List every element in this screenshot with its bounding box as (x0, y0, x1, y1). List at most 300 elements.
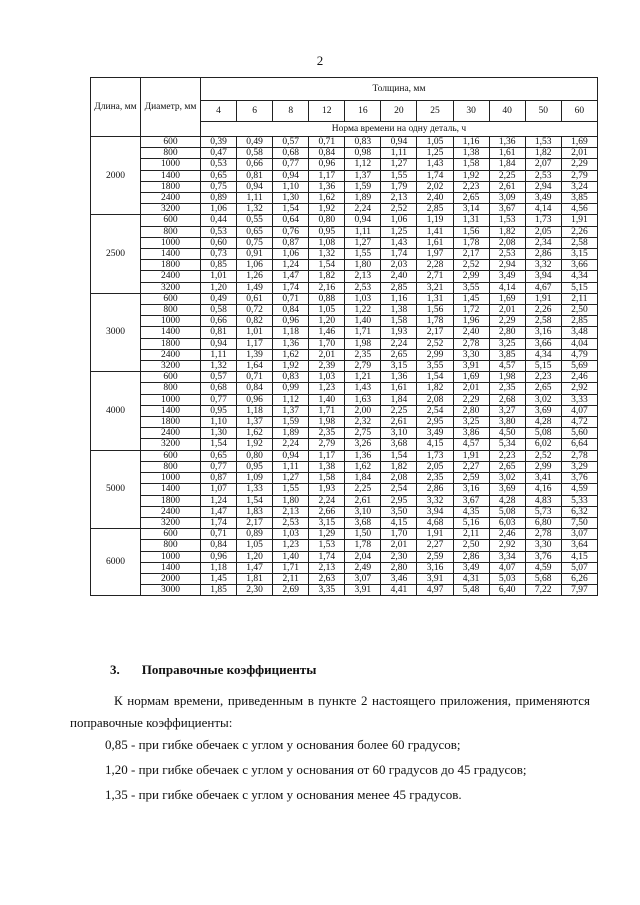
norm-value-cell: 2,92 (561, 383, 597, 394)
norm-value-cell: 1,83 (237, 506, 273, 517)
diameter-cell: 3200 (141, 517, 201, 528)
norm-value-cell: 0,77 (201, 461, 237, 472)
norm-value-cell: 3,09 (489, 193, 525, 204)
norm-value-cell: 1,31 (453, 215, 489, 226)
diameter-cell: 600 (141, 372, 201, 383)
norm-value-cell: 1,98 (309, 417, 345, 428)
table-row (91, 405, 598, 416)
norm-value-cell: 2,03 (381, 260, 417, 271)
norm-value-cell: 1,73 (525, 215, 561, 226)
norm-value-cell: 0,87 (201, 473, 237, 484)
norm-value-cell: 4,68 (417, 517, 453, 528)
norm-value-cell: 2,05 (525, 226, 561, 237)
norm-value-cell: 0,89 (237, 529, 273, 540)
norm-value-cell: 1,10 (201, 417, 237, 428)
norm-value-cell: 2,24 (309, 495, 345, 506)
norm-value-cell: 6,26 (561, 573, 597, 584)
diameter-cell: 600 (141, 137, 201, 148)
norm-value-cell: 0,96 (237, 394, 273, 405)
norm-value-cell: 2,23 (525, 372, 561, 383)
table-row (91, 473, 598, 484)
norm-value-cell: 0,68 (201, 383, 237, 394)
norm-value-cell: 1,11 (201, 349, 237, 360)
norm-value-cell: 2,95 (381, 495, 417, 506)
norm-value-cell: 2,78 (561, 450, 597, 461)
diameter-cell: 3200 (141, 282, 201, 293)
norm-value-cell: 0,49 (237, 137, 273, 148)
norm-value-cell: 1,23 (309, 383, 345, 394)
norm-value-cell: 1,54 (309, 260, 345, 271)
norm-value-cell: 6,03 (489, 517, 525, 528)
norm-value-cell: 3,49 (525, 193, 561, 204)
thickness-value: 8 (273, 101, 309, 122)
norm-value-cell: 2,86 (453, 551, 489, 562)
norm-value-cell: 1,70 (381, 529, 417, 540)
norm-value-cell: 1,74 (309, 551, 345, 562)
norm-value-cell: 4,07 (561, 405, 597, 416)
norm-value-cell: 1,18 (237, 405, 273, 416)
length-cell: 2500 (91, 215, 141, 293)
norm-value-cell: 1,30 (273, 193, 309, 204)
norm-value-cell: 0,57 (273, 137, 309, 148)
norm-value-cell: 1,12 (273, 394, 309, 405)
diameter-cell: 3000 (141, 585, 201, 596)
norm-value-cell: 3,69 (525, 405, 561, 416)
norm-value-cell: 0,53 (201, 226, 237, 237)
norm-value-cell: 1,78 (453, 237, 489, 248)
norm-value-cell: 0,49 (201, 293, 237, 304)
table-row (91, 226, 598, 237)
norm-value-cell: 3,76 (561, 473, 597, 484)
norm-value-cell: 0,77 (273, 159, 309, 170)
norm-value-cell: 2,01 (453, 383, 489, 394)
norm-value-cell: 1,27 (273, 473, 309, 484)
norm-value-cell: 1,11 (381, 148, 417, 159)
norm-value-cell: 1,06 (237, 260, 273, 271)
norm-value-cell: 1,53 (309, 540, 345, 551)
norm-value-cell: 3,25 (489, 338, 525, 349)
norm-value-cell: 2,11 (561, 293, 597, 304)
norm-value-cell: 2,29 (453, 394, 489, 405)
norm-value-cell: 2,65 (381, 349, 417, 360)
norm-value-cell: 3,46 (381, 573, 417, 584)
norm-value-cell: 5,08 (525, 428, 561, 439)
norm-value-cell: 3,49 (417, 428, 453, 439)
norm-value-cell: 1,38 (381, 305, 417, 316)
norm-value-cell: 3,10 (345, 506, 381, 517)
norm-value-cell: 1,55 (381, 170, 417, 181)
norm-value-cell: 1,80 (345, 260, 381, 271)
length-header: Длина, мм (91, 78, 141, 137)
norm-value-cell: 1,59 (345, 181, 381, 192)
norm-value-cell: 1,38 (309, 461, 345, 472)
norm-value-cell: 2,65 (453, 193, 489, 204)
norm-value-cell: 1,53 (489, 215, 525, 226)
norm-value-cell: 1,07 (201, 484, 237, 495)
norm-value-cell: 0,94 (345, 215, 381, 226)
table-row (91, 282, 598, 293)
norm-value-cell: 1,74 (381, 249, 417, 260)
norm-value-cell: 1,72 (453, 305, 489, 316)
diameter-cell: 3200 (141, 361, 201, 372)
thickness-value: 6 (237, 101, 273, 122)
norm-value-cell: 4,50 (489, 428, 525, 439)
norm-value-cell: 2,79 (345, 361, 381, 372)
norm-value-cell: 1,69 (453, 372, 489, 383)
norm-value-cell: 5,69 (561, 361, 597, 372)
norm-value-cell: 0,47 (201, 148, 237, 159)
norm-value-cell: 0,99 (273, 383, 309, 394)
norm-value-cell: 1,22 (345, 305, 381, 316)
thickness-value: 60 (561, 101, 597, 122)
norm-value-cell: 1,17 (309, 450, 345, 461)
norm-value-cell: 2,24 (273, 439, 309, 450)
norm-value-cell: 4,56 (561, 204, 597, 215)
diameter-cell: 600 (141, 450, 201, 461)
norm-value-cell: 2,07 (525, 159, 561, 170)
norm-value-cell: 1,05 (237, 540, 273, 551)
norm-value-cell: 1,37 (345, 170, 381, 181)
norm-value-cell: 1,40 (309, 394, 345, 405)
norm-value-cell: 1,58 (381, 316, 417, 327)
norm-value-cell: 1,36 (345, 450, 381, 461)
norm-value-cell: 1,33 (237, 484, 273, 495)
norm-value-cell: 2,08 (489, 237, 525, 248)
diameter-cell: 1800 (141, 260, 201, 271)
norm-value-cell: 2,23 (453, 181, 489, 192)
norm-value-cell: 1,61 (489, 148, 525, 159)
norm-value-cell: 1,03 (345, 293, 381, 304)
norm-value-cell: 2,54 (417, 405, 453, 416)
diameter-cell: 1000 (141, 551, 201, 562)
thickness-value: 4 (201, 101, 237, 122)
diameter-cell: 1000 (141, 316, 201, 327)
norm-value-cell: 5,34 (489, 439, 525, 450)
norm-value-cell: 1,32 (201, 361, 237, 372)
norm-value-cell: 0,84 (309, 148, 345, 159)
norm-value-cell: 3,67 (489, 204, 525, 215)
diameter-cell: 1800 (141, 338, 201, 349)
norm-value-cell: 1,36 (489, 137, 525, 148)
norm-value-cell: 4,83 (525, 495, 561, 506)
norm-value-cell: 3,02 (489, 473, 525, 484)
diameter-cell: 2400 (141, 271, 201, 282)
norm-value-cell: 2,79 (561, 170, 597, 181)
norm-value-cell: 1,38 (453, 148, 489, 159)
norm-value-cell: 4,15 (381, 517, 417, 528)
norm-value-cell: 5,16 (453, 517, 489, 528)
norm-value-cell: 4,57 (489, 361, 525, 372)
norm-value-cell: 0,60 (201, 237, 237, 248)
thickness-value: 50 (525, 101, 561, 122)
norm-value-cell: 3,55 (417, 361, 453, 372)
diameter-cell: 1000 (141, 237, 201, 248)
norm-value-cell: 3,49 (489, 271, 525, 282)
norm-value-cell: 1,64 (237, 361, 273, 372)
norm-value-cell: 0,72 (237, 305, 273, 316)
page-number: 2 (316, 53, 324, 68)
norm-value-cell: 2,25 (381, 405, 417, 416)
norm-value-cell: 3,86 (453, 428, 489, 439)
diameter-cell: 800 (141, 226, 201, 237)
length-cell: 3000 (91, 293, 141, 371)
norm-value-cell: 0,95 (309, 226, 345, 237)
norm-value-cell: 0,96 (273, 316, 309, 327)
norm-value-cell: 2,04 (345, 551, 381, 562)
norm-value-cell: 1,96 (453, 316, 489, 327)
norm-value-cell: 0,94 (273, 450, 309, 461)
norm-value-cell: 0,96 (201, 551, 237, 562)
diameter-header: Диаметр, мм (141, 78, 201, 137)
norm-value-cell: 0,95 (201, 405, 237, 416)
norm-value-cell: 1,85 (201, 585, 237, 596)
norm-value-cell: 2,01 (489, 305, 525, 316)
norm-value-cell: 1,92 (237, 439, 273, 450)
table-row (91, 327, 598, 338)
norm-value-cell: 3,24 (561, 181, 597, 192)
norm-value-cell: 3,07 (561, 529, 597, 540)
norm-value-cell: 3,48 (561, 327, 597, 338)
table-row (91, 361, 598, 372)
norm-value-cell: 4,59 (561, 484, 597, 495)
norm-value-cell: 0,77 (201, 394, 237, 405)
table-row (91, 484, 598, 495)
norm-value-cell: 2,08 (381, 473, 417, 484)
norm-value-cell: 1,54 (381, 450, 417, 461)
length-cell: 5000 (91, 450, 141, 528)
diameter-cell: 600 (141, 529, 201, 540)
norm-value-cell: 1,47 (273, 271, 309, 282)
norm-value-cell: 1,41 (417, 226, 453, 237)
table-row (91, 517, 598, 528)
table-row (91, 529, 598, 540)
norm-value-cell: 0,73 (201, 249, 237, 260)
norm-value-cell: 2,80 (453, 405, 489, 416)
norm-value-cell: 2,39 (309, 361, 345, 372)
norm-value-cell: 0,94 (201, 338, 237, 349)
norm-value-cell: 2,46 (489, 529, 525, 540)
norm-value-cell: 5,48 (453, 585, 489, 596)
diameter-cell: 800 (141, 540, 201, 551)
diameter-cell: 3200 (141, 204, 201, 215)
norm-value-cell: 2,27 (417, 540, 453, 551)
norm-value-cell: 3,67 (453, 495, 489, 506)
norm-value-cell: 1,39 (237, 349, 273, 360)
norm-value-cell: 1,71 (345, 327, 381, 338)
norm-value-cell: 2,78 (525, 529, 561, 540)
norm-value-cell: 1,50 (345, 529, 381, 540)
norm-value-cell: 2,24 (381, 338, 417, 349)
norm-value-cell: 2,24 (345, 204, 381, 215)
diameter-cell: 2000 (141, 573, 201, 584)
norm-value-cell: 1,62 (273, 349, 309, 360)
diameter-cell: 1400 (141, 405, 201, 416)
coefficient-item: 1,35 - при гибке обечаек с углом у основания менее 45 градусов. (105, 787, 462, 802)
table-row (91, 137, 598, 148)
table-row (91, 585, 598, 596)
norm-value-cell: 1,20 (237, 551, 273, 562)
norm-value-cell: 5,15 (561, 282, 597, 293)
norm-value-cell: 1,49 (237, 282, 273, 293)
norm-value-cell: 3,66 (525, 338, 561, 349)
table-row (91, 349, 598, 360)
norm-value-cell: 1,05 (309, 305, 345, 316)
table-row (91, 159, 598, 170)
norm-value-cell: 1,36 (309, 181, 345, 192)
table-row (91, 193, 598, 204)
diameter-cell: 1800 (141, 181, 201, 192)
norm-value-cell: 1,25 (417, 148, 453, 159)
table-row (91, 439, 598, 450)
norm-value-cell: 1,92 (273, 361, 309, 372)
norm-value-cell: 3,76 (525, 551, 561, 562)
norm-value-cell: 0,91 (237, 249, 273, 260)
norm-value-cell: 0,87 (273, 237, 309, 248)
norm-value-cell: 2,40 (381, 271, 417, 282)
diameter-cell: 1000 (141, 473, 201, 484)
norm-value-cell: 2,86 (525, 249, 561, 260)
table-row (91, 417, 598, 428)
norm-value-cell: 4,15 (417, 439, 453, 450)
thickness-value: 16 (345, 101, 381, 122)
table-row (91, 506, 598, 517)
norm-value-cell: 2,85 (381, 282, 417, 293)
norm-value-cell: 0,75 (237, 237, 273, 248)
norm-value-cell: 2,08 (417, 394, 453, 405)
norm-value-cell: 1,23 (273, 540, 309, 551)
norm-value-cell: 1,84 (489, 159, 525, 170)
norm-value-cell: 1,89 (345, 193, 381, 204)
norm-value-cell: 0,96 (309, 159, 345, 170)
norm-value-cell: 4,31 (453, 573, 489, 584)
norm-value-cell: 2,28 (417, 260, 453, 271)
norm-value-cell: 3,85 (561, 193, 597, 204)
norm-value-cell: 3,16 (417, 562, 453, 573)
norm-value-cell: 1,36 (381, 372, 417, 383)
norm-value-cell: 0,53 (201, 159, 237, 170)
table-row (91, 181, 598, 192)
norm-value-cell: 3,16 (525, 327, 561, 338)
norm-value-cell: 2,65 (489, 461, 525, 472)
norm-value-cell: 2,13 (381, 193, 417, 204)
norm-value-cell: 0,39 (201, 137, 237, 148)
time-norms-table (90, 77, 598, 596)
norm-value-cell: 0,84 (237, 383, 273, 394)
norm-value-cell: 3,15 (309, 517, 345, 528)
table-row (91, 293, 598, 304)
norm-value-cell: 1,24 (201, 495, 237, 506)
norm-value-cell: 3,34 (489, 551, 525, 562)
norm-value-cell: 1,78 (345, 540, 381, 551)
norm-value-cell: 1,43 (345, 383, 381, 394)
diameter-cell: 1400 (141, 562, 201, 573)
norm-value-cell: 2,94 (525, 181, 561, 192)
norm-value-cell: 1,59 (273, 417, 309, 428)
norm-value-cell: 2,13 (273, 506, 309, 517)
norm-value-cell: 0,83 (345, 137, 381, 148)
norm-value-cell: 2,01 (309, 349, 345, 360)
norm-value-cell: 3,69 (489, 484, 525, 495)
norm-value-cell: 2,01 (381, 540, 417, 551)
norm-value-cell: 7,97 (561, 585, 597, 596)
norm-value-cell: 3,85 (489, 349, 525, 360)
diameter-cell: 2400 (141, 349, 201, 360)
norm-value-cell: 1,25 (381, 226, 417, 237)
diameter-cell: 600 (141, 215, 201, 226)
norm-value-cell: 0,84 (273, 305, 309, 316)
norm-value-cell: 0,80 (237, 450, 273, 461)
norm-value-cell: 0,68 (273, 148, 309, 159)
norm-value-cell: 1,10 (273, 181, 309, 192)
norm-value-cell: 1,74 (417, 170, 453, 181)
length-cell: 4000 (91, 372, 141, 450)
norm-value-cell: 3,35 (309, 585, 345, 596)
table-row (91, 237, 598, 248)
norm-value-cell: 1,21 (345, 372, 381, 383)
norm-value-cell: 2,30 (381, 551, 417, 562)
table-row (91, 260, 598, 271)
norm-value-cell: 3,21 (417, 282, 453, 293)
norm-value-cell: 1,43 (417, 159, 453, 170)
norm-value-cell: 3,50 (381, 506, 417, 517)
norm-value-cell: 2,53 (345, 282, 381, 293)
norm-value-cell: 1,78 (417, 316, 453, 327)
norm-value-cell: 6,64 (561, 439, 597, 450)
norm-value-cell: 2,26 (561, 226, 597, 237)
norm-value-cell: 0,80 (309, 215, 345, 226)
norm-value-cell: 2,35 (417, 473, 453, 484)
norm-value-cell: 0,55 (237, 215, 273, 226)
norm-value-cell: 0,71 (237, 372, 273, 383)
norm-value-cell: 3,26 (345, 439, 381, 450)
norm-value-cell: 0,98 (345, 148, 381, 159)
diameter-cell: 3200 (141, 439, 201, 450)
norm-value-cell: 2,94 (489, 260, 525, 271)
norm-value-cell: 1,62 (345, 461, 381, 472)
norm-value-cell: 4,35 (453, 506, 489, 517)
norm-value-cell: 1,84 (345, 473, 381, 484)
norm-value-cell: 3,49 (453, 562, 489, 573)
coefficient-item: 0,85 - при гибке обечаек с углом у основания более 60 градусов; (105, 737, 461, 752)
norm-value-cell: 0,65 (237, 226, 273, 237)
thickness-value: 40 (489, 101, 525, 122)
norm-value-cell: 0,95 (237, 461, 273, 472)
norm-value-cell: 2,40 (417, 193, 453, 204)
norm-value-cell: 2,16 (309, 282, 345, 293)
norm-value-cell: 0,58 (237, 148, 273, 159)
norm-value-cell: 5,03 (489, 573, 525, 584)
norm-value-cell: 2,49 (345, 562, 381, 573)
norm-value-cell: 2,00 (345, 405, 381, 416)
norm-value-cell: 1,91 (561, 215, 597, 226)
diameter-cell: 800 (141, 148, 201, 159)
thickness-value: 12 (309, 101, 345, 122)
norm-value-cell: 2,63 (309, 573, 345, 584)
norm-value-cell: 2,11 (453, 529, 489, 540)
diameter-cell: 600 (141, 293, 201, 304)
norm-value-cell: 3,29 (561, 461, 597, 472)
norm-value-cell: 2,32 (345, 417, 381, 428)
norm-value-cell: 2,26 (525, 305, 561, 316)
norm-value-cell: 3,15 (561, 249, 597, 260)
diameter-cell: 2400 (141, 193, 201, 204)
norm-value-cell: 1,11 (345, 226, 381, 237)
diameter-cell: 1400 (141, 249, 201, 260)
norm-value-cell: 1,82 (417, 383, 453, 394)
norm-value-cell: 3,64 (561, 540, 597, 551)
norm-value-cell: 1,03 (309, 372, 345, 383)
norm-value-cell: 1,69 (561, 137, 597, 148)
